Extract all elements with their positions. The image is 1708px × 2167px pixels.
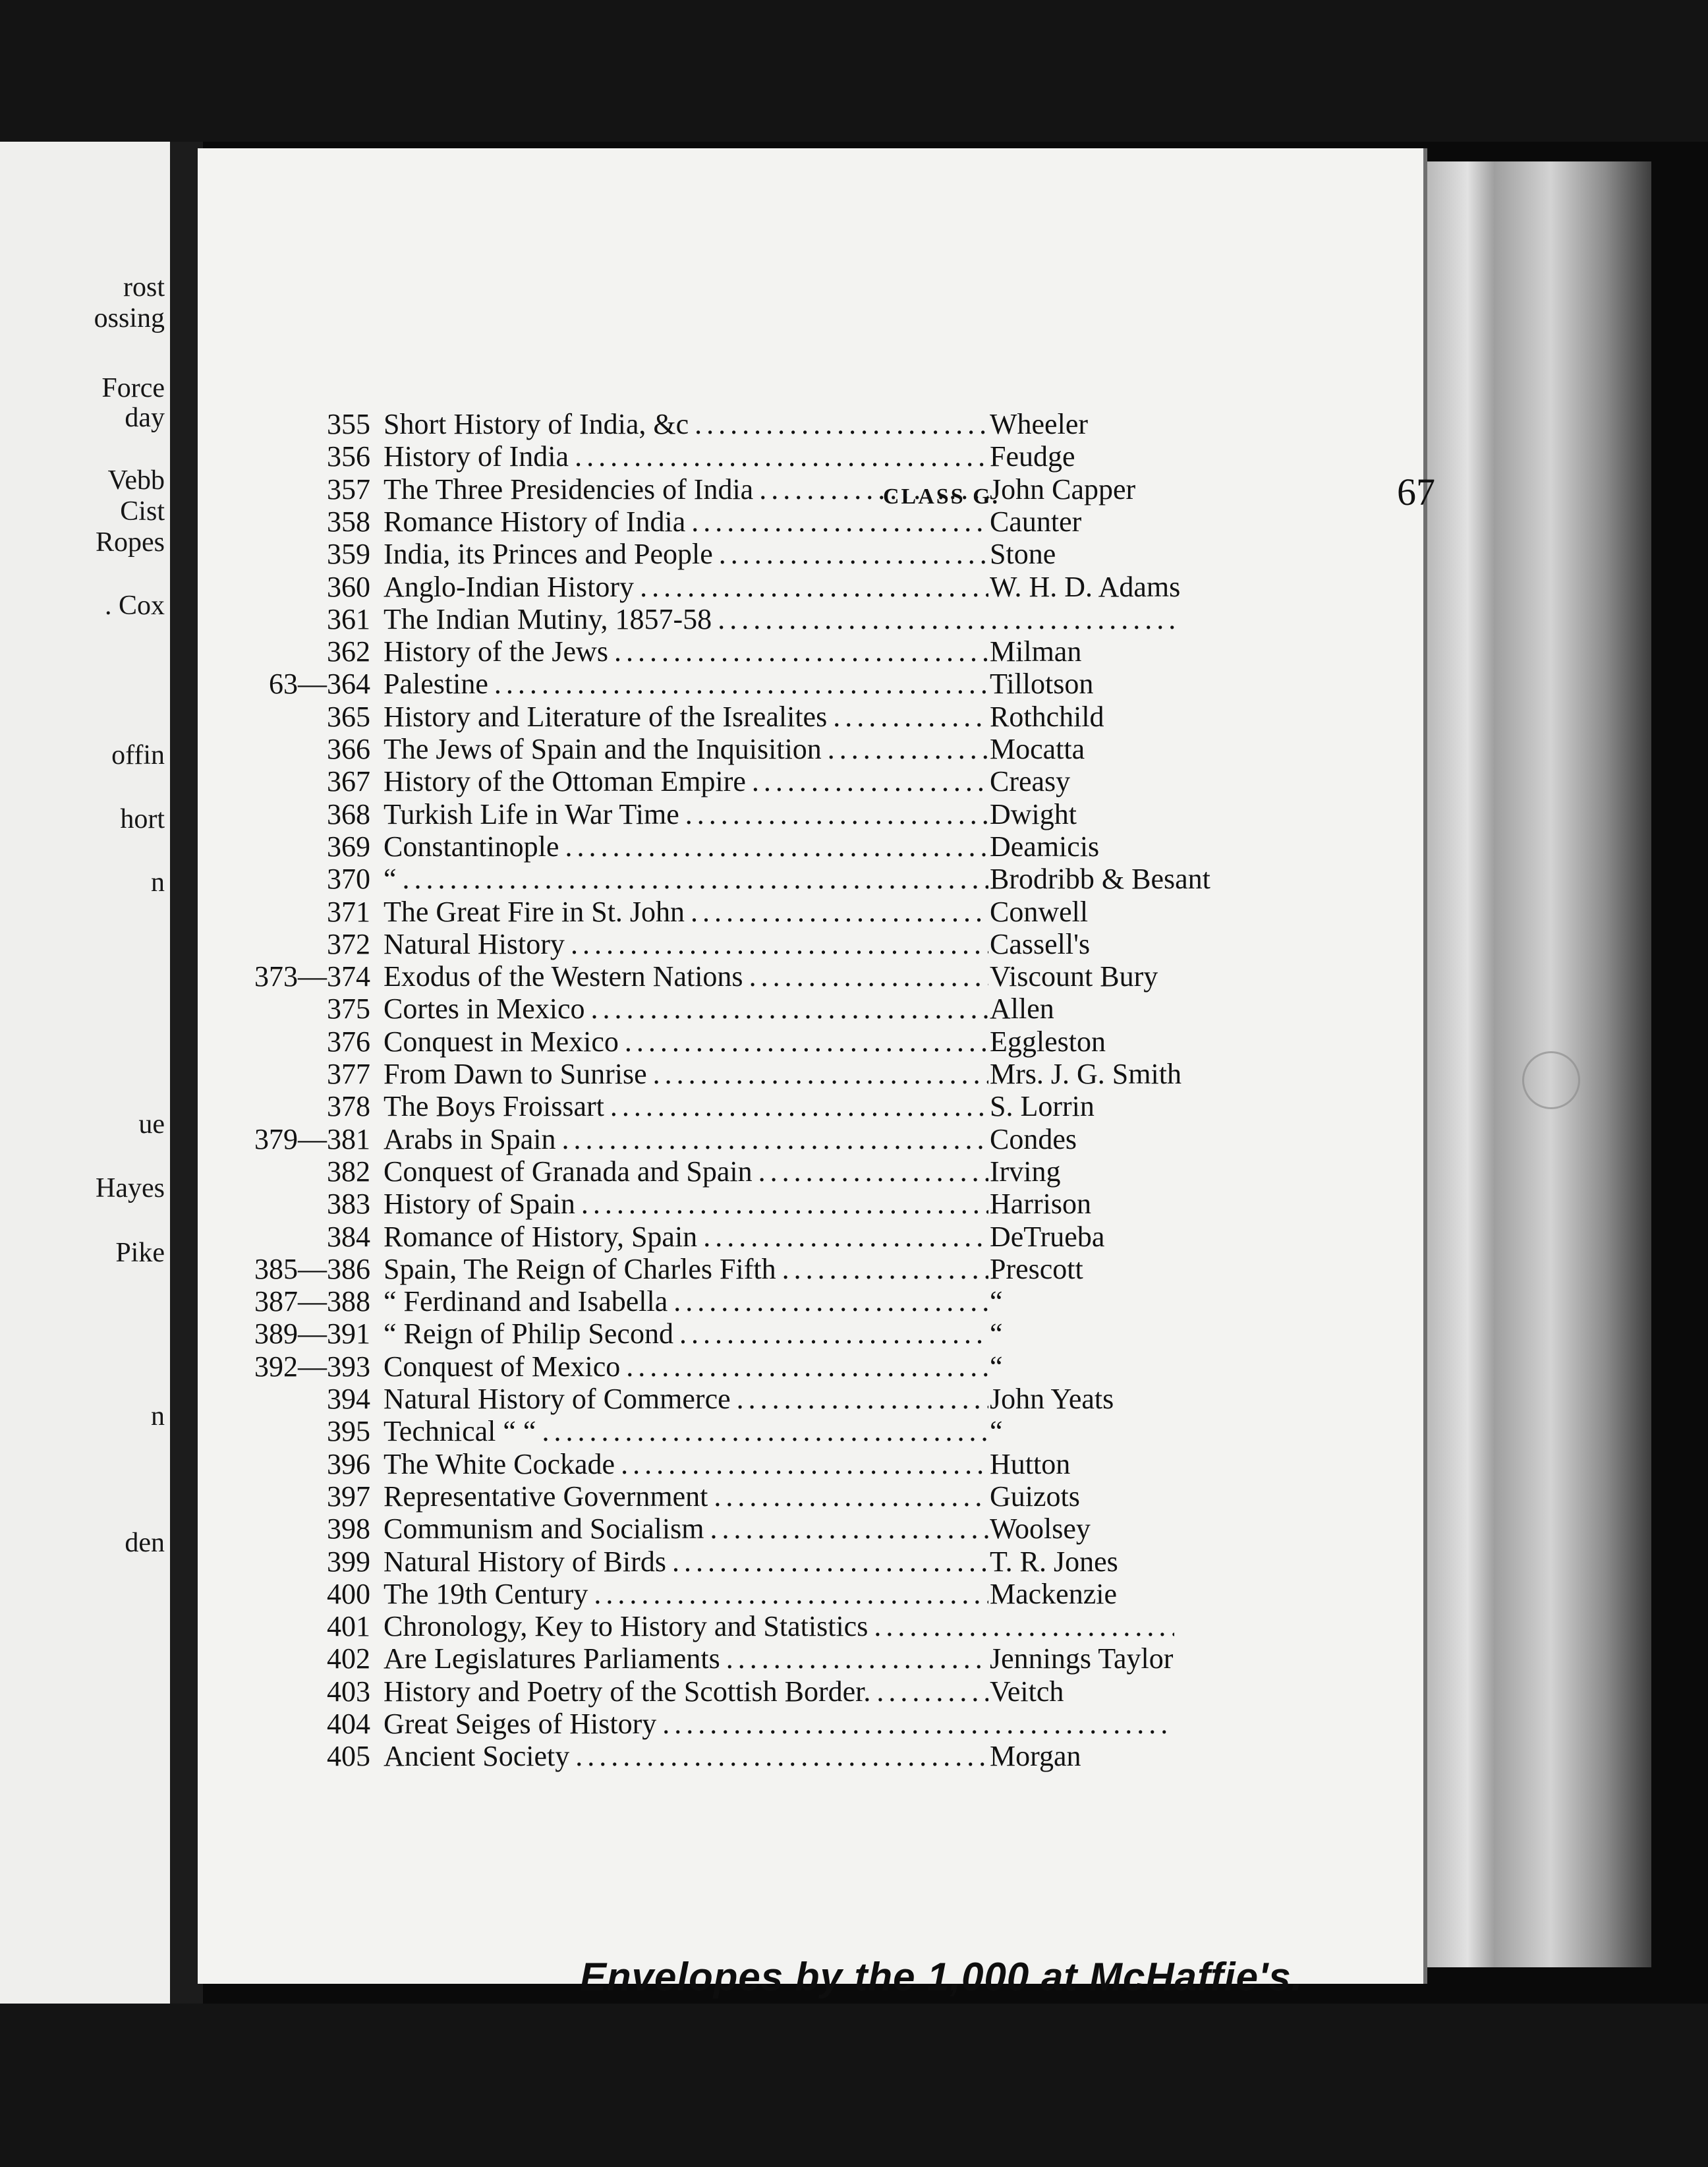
entry-author: Wheeler — [990, 409, 1088, 440]
entry-number: 359 — [327, 538, 370, 571]
entry-number: 403 — [327, 1675, 370, 1708]
entry-title: “ Ferdinand and Isabella . . . — [384, 1286, 988, 1317]
entry-title: The 19th Century . . . — [384, 1578, 988, 1610]
entry-number: 402 — [327, 1642, 370, 1675]
entry-author: Mackenzie — [990, 1578, 1117, 1610]
film-strip-top — [0, 0, 1708, 142]
entry-author: Mrs. J. G. Smith — [990, 1058, 1181, 1090]
entry-number: 385—386 — [254, 1252, 370, 1285]
entry-number: 397 — [327, 1480, 370, 1513]
entry-title: Chronology, Key to History and Statistics . . . — [384, 1611, 1174, 1642]
entry-number: 361 — [327, 602, 370, 635]
entry-title: Constantinople . . . — [384, 831, 988, 863]
library-stamp — [1522, 1051, 1580, 1109]
entry-title: Conquest of Granada and Spain . . . — [384, 1156, 988, 1188]
entry-author: T. R. Jones — [990, 1546, 1118, 1578]
catalog-entry — [198, 929, 1423, 960]
catalog-entry — [198, 1611, 1423, 1642]
catalog-entry — [198, 1058, 1423, 1090]
entry-number: 375 — [327, 993, 370, 1026]
entry-number: 355 — [327, 408, 370, 440]
catalog-entry — [198, 1351, 1423, 1383]
entry-number: 367 — [327, 765, 370, 798]
entry-number: 387—388 — [254, 1285, 370, 1318]
entry-number: 392—393 — [254, 1350, 370, 1383]
catalog-entry — [198, 1481, 1423, 1513]
entry-title: The Three Presidencies of India . . . — [384, 474, 988, 506]
entry-number: 63—364 — [269, 668, 370, 701]
entry-number: 372 — [327, 927, 370, 960]
left-page-text: Force — [101, 373, 165, 403]
entry-author: “ — [990, 1318, 1003, 1350]
catalog-entry — [198, 1221, 1423, 1253]
catalog-entry — [198, 474, 1423, 506]
entry-number: 362 — [327, 635, 370, 668]
catalog-entry — [198, 993, 1423, 1025]
catalog-entry — [198, 1449, 1423, 1480]
catalog-entry — [198, 1416, 1423, 1447]
left-page-text: Pike — [115, 1238, 165, 1268]
entry-title: Communism and Socialism . . . — [384, 1513, 988, 1545]
catalog-entry — [198, 1091, 1423, 1122]
entry-author: DeTrueba — [990, 1221, 1105, 1253]
catalog-entry — [198, 1318, 1423, 1350]
advertisement-footer: Envelopes by the 1,000 at McHaffie's. — [580, 1955, 1303, 1999]
entry-author: Condes — [990, 1123, 1077, 1155]
entry-title: India, its Princes and People . . . — [384, 538, 988, 570]
entry-title: Palestine . . . — [384, 668, 988, 700]
entry-number: 399 — [327, 1545, 370, 1578]
entry-author: Cassell's — [990, 928, 1091, 960]
left-page-fragment — [0, 142, 170, 2004]
catalog-entry — [198, 1708, 1423, 1740]
entry-title: Exodus of the Western Nations . . . — [384, 961, 988, 993]
catalog-entry — [198, 1254, 1423, 1285]
left-page-text: Ropes — [96, 527, 165, 558]
entry-number: 369 — [327, 830, 370, 863]
entry-number: 358 — [327, 505, 370, 538]
catalog-entry — [198, 831, 1423, 863]
entry-number: 395 — [327, 1415, 370, 1448]
entry-title: The Great Fire in St. John . . . — [384, 896, 988, 928]
catalog-entry — [198, 1578, 1423, 1610]
entry-title: History of the Jews . . . — [384, 636, 988, 668]
entry-author: Dwight — [990, 798, 1077, 830]
entry-title: From Dawn to Sunrise . . . — [384, 1058, 988, 1090]
catalog-page — [198, 148, 1435, 1999]
entry-title: “ . . . — [384, 863, 988, 895]
entry-author: W. H. D. Adams — [990, 571, 1181, 603]
left-page-text: . Cox — [104, 591, 165, 621]
entry-number: 356 — [327, 440, 370, 473]
entry-title: The Indian Mutiny, 1857-58 . . . — [384, 604, 1174, 635]
left-page-text: n — [151, 1401, 165, 1431]
entry-number: 373—374 — [254, 960, 370, 993]
entry-title: Natural History . . . — [384, 929, 988, 960]
entry-author: Brodribb & Besant — [990, 863, 1210, 896]
entry-author: Woolsey — [990, 1513, 1091, 1546]
entry-title: The Jews of Spain and the Inquisition . . . — [384, 734, 988, 765]
entry-number: 394 — [327, 1383, 370, 1415]
entry-author: Creasy — [990, 766, 1071, 798]
entry-author: Rothchild — [990, 701, 1104, 733]
entry-author: Irving — [990, 1155, 1061, 1188]
entry-number: 378 — [327, 1090, 370, 1123]
entry-number: 384 — [327, 1220, 370, 1253]
entry-author: Feudge — [990, 441, 1075, 473]
catalog-entry — [198, 1741, 1423, 1772]
entry-author: John Yeats — [990, 1383, 1114, 1415]
entry-author: Harrison — [990, 1188, 1091, 1221]
entry-title: Are Legislatures Parliaments . . . — [384, 1643, 988, 1675]
entry-title: The Boys Froissart . . . — [384, 1091, 988, 1122]
catalog-entry — [198, 1383, 1423, 1415]
catalog-entry — [198, 1546, 1423, 1578]
entry-author: S. Lorrin — [990, 1091, 1095, 1123]
left-page-text: ue — [138, 1109, 165, 1140]
entry-title: “ Reign of Philip Second . . . — [384, 1318, 988, 1350]
entry-title: Spain, The Reign of Charles Fifth . . . — [384, 1254, 988, 1285]
catalog-entry — [198, 1676, 1423, 1708]
entry-title: Conquest of Mexico . . . — [384, 1351, 988, 1383]
left-page-text: hort — [120, 804, 165, 834]
entry-title: History and Literature of the Isrealites . . . — [384, 701, 988, 733]
entry-number: 360 — [327, 570, 370, 603]
entry-author: Deamicis — [990, 830, 1100, 863]
entry-author: Milman — [990, 636, 1082, 668]
entry-number: 370 — [327, 863, 370, 896]
catalog-entry — [198, 701, 1423, 733]
entry-author: John Capper — [990, 473, 1136, 506]
entry-number: 382 — [327, 1155, 370, 1188]
catalog-entry — [198, 1513, 1423, 1545]
entry-number: 389—391 — [254, 1317, 370, 1350]
entry-number: 383 — [327, 1188, 370, 1221]
catalog-entry — [198, 506, 1423, 538]
entry-title: The White Cockade . . . — [384, 1449, 988, 1480]
entry-number: 376 — [327, 1025, 370, 1058]
entry-author: Mocatta — [990, 734, 1085, 765]
entry-title: Representative Government . . . — [384, 1481, 988, 1513]
catalog-entry — [198, 636, 1423, 668]
entry-title: Conquest in Mexico . . . — [384, 1026, 988, 1058]
catalog-entry — [198, 1026, 1423, 1058]
catalog-entry — [198, 538, 1423, 570]
entry-number: 377 — [327, 1058, 370, 1090]
entry-author: Viscount Bury — [990, 961, 1158, 993]
entry-author: Tillotson — [990, 668, 1094, 701]
entry-author: Guizots — [990, 1480, 1080, 1513]
entry-number: 357 — [327, 473, 370, 506]
entry-number: 405 — [327, 1740, 370, 1773]
catalog-entry — [198, 1286, 1423, 1317]
entry-title: History of India . . . — [384, 441, 988, 473]
entry-author: “ — [990, 1286, 1003, 1318]
entry-title: Great Seiges of History . . . — [384, 1708, 1174, 1740]
left-page-text: Cist — [120, 496, 165, 527]
entry-author: Conwell — [990, 896, 1089, 928]
entry-number: 398 — [327, 1513, 370, 1546]
entry-number: 401 — [327, 1610, 370, 1643]
entry-author: Prescott — [990, 1253, 1083, 1285]
catalog-entry — [198, 1643, 1423, 1675]
catalog-entry — [198, 1188, 1423, 1220]
entry-number: 368 — [327, 797, 370, 830]
entry-title: Natural History of Birds . . . — [384, 1546, 988, 1578]
catalog-entry — [198, 1124, 1423, 1155]
entry-author: “ — [990, 1350, 1003, 1383]
entry-author: Stone — [990, 538, 1056, 571]
entry-title: History of Spain . . . — [384, 1188, 988, 1220]
entry-author: Jennings Taylor — [990, 1643, 1174, 1675]
entry-title: Cortes in Mexico . . . — [384, 993, 988, 1025]
left-page-text: Hayes — [96, 1173, 165, 1203]
catalog-entry — [198, 604, 1423, 635]
entry-number: 404 — [327, 1708, 370, 1740]
left-page-text: offin — [111, 740, 165, 770]
entry-title: History of the Ottoman Empire . . . — [384, 766, 988, 797]
entry-author: Eggleston — [990, 1026, 1106, 1058]
catalog-entry — [198, 668, 1423, 700]
catalog-entry — [198, 571, 1423, 603]
entry-number: 365 — [327, 700, 370, 733]
left-page-text: day — [125, 403, 165, 433]
entry-title: Anglo-Indian History . . . — [384, 571, 988, 603]
entry-number: 379—381 — [254, 1122, 370, 1155]
entry-number: 400 — [327, 1577, 370, 1610]
left-page-text: rost — [123, 272, 165, 303]
entry-title: Short History of India, &c . . . — [384, 409, 988, 440]
entry-author: “ — [990, 1416, 1003, 1448]
entry-author: Caunter — [990, 506, 1082, 538]
left-page-text: den — [125, 1528, 165, 1558]
entry-author: Allen — [990, 993, 1054, 1026]
entry-title: Technical “ “ . . . — [384, 1416, 988, 1447]
entry-title: Turkish Life in War Time . . . — [384, 799, 988, 830]
entry-number: 371 — [327, 895, 370, 928]
film-strip-bottom — [0, 2004, 1708, 2167]
entry-author: Morgan — [990, 1741, 1081, 1773]
catalog-entry — [198, 734, 1423, 765]
entry-title: Ancient Society . . . — [384, 1741, 988, 1772]
catalog-entry — [198, 1156, 1423, 1188]
page-number: 67 — [1397, 471, 1435, 513]
entry-number: 396 — [327, 1447, 370, 1480]
catalog-entry — [198, 766, 1423, 797]
entry-title: History and Poetry of the Scottish Border. . . . — [384, 1676, 988, 1708]
left-page-text: Vebb — [107, 465, 165, 496]
entry-number: 366 — [327, 733, 370, 765]
catalog-entry — [198, 961, 1423, 993]
catalog-entry — [198, 896, 1423, 928]
entry-title: Arabs in Spain . . . — [384, 1124, 988, 1155]
entry-title: Romance of History, Spain . . . — [384, 1221, 988, 1253]
entry-author: Veitch — [990, 1675, 1064, 1708]
entry-author: Hutton — [990, 1448, 1071, 1480]
left-page-text: n — [151, 867, 165, 898]
entry-title: Natural History of Commerce . . . — [384, 1383, 988, 1415]
catalog-entry — [198, 799, 1423, 830]
entry-title: Romance History of India . . . — [384, 506, 988, 538]
class-heading: CLASS G. — [883, 484, 1000, 509]
catalog-entry — [198, 863, 1423, 895]
left-page-text: ossing — [94, 303, 165, 333]
catalog-entry — [198, 441, 1423, 473]
catalog-entry — [198, 409, 1423, 440]
